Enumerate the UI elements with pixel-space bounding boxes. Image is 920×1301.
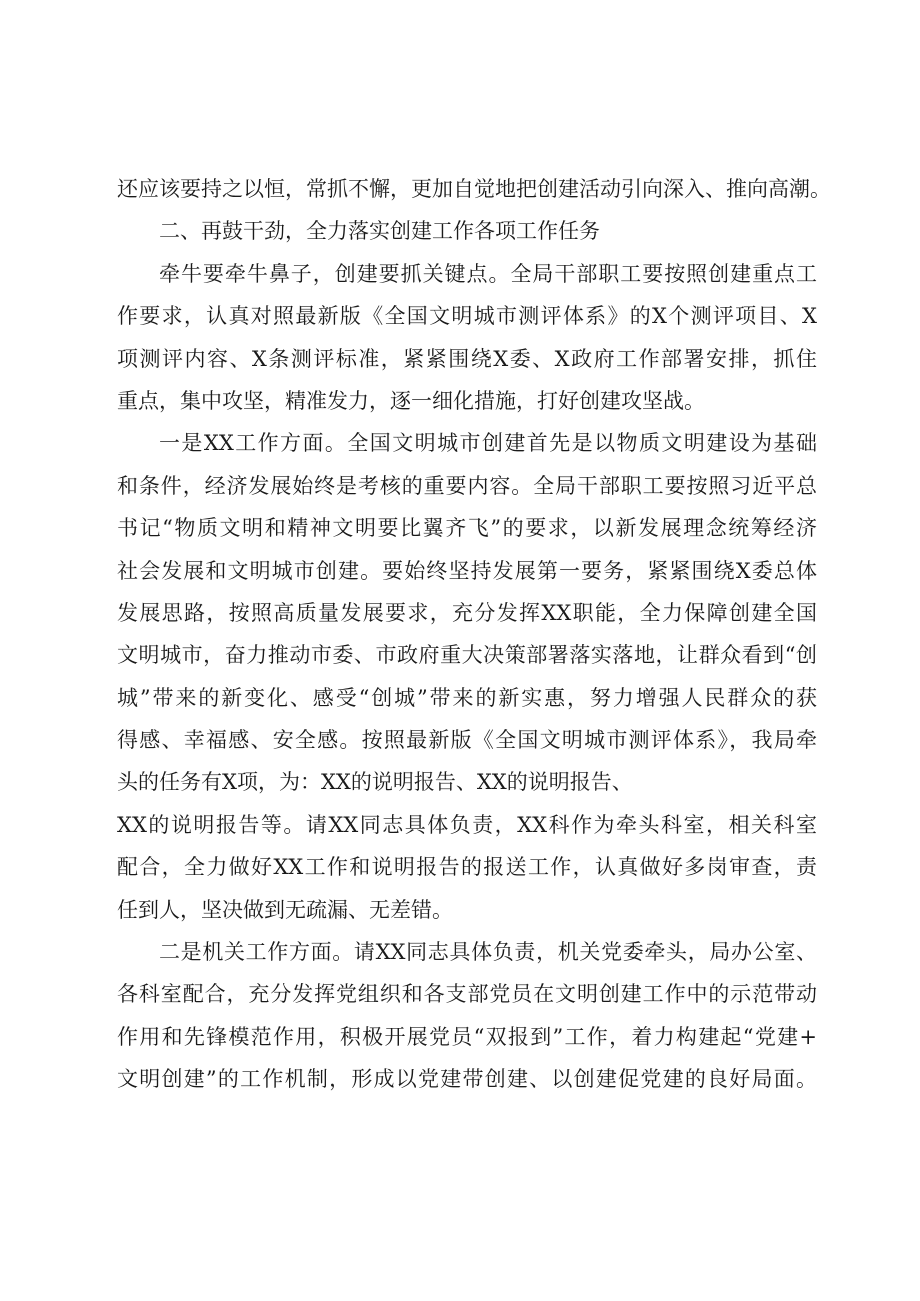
text-line: 文明城市，奋力推动市委、市政府重大决策部署落实落地，让群众看到“创 xyxy=(117,643,817,668)
text-line: 配合，全力做好XX工作和说明报告的报送工作，认真做好多岗审查，责 xyxy=(117,855,817,880)
text-line: 文明创建”的工作机制，形成以党建带创建、以创建促党建的良好局面。 xyxy=(117,1067,817,1092)
text-line: 一是XX工作方面。全国文明城市创建首先是以物质文明建设为基础 xyxy=(159,431,817,456)
text-line: 发展思路，按照高质量发展要求，充分发挥XX职能，全力保障创建全国 xyxy=(117,600,817,625)
text-line: 头的任务有X项，为：XX的说明报告、XX的说明报告、 xyxy=(117,770,633,795)
text-line: 和条件，经济发展始终是考核的重要内容。全局干部职工要按照习近平总 xyxy=(117,473,817,498)
text-line: 任到人，坚决做到无疏漏、无差错。 xyxy=(117,897,453,922)
text-line: 各科室配合，充分发挥党组织和各支部党员在文明创建工作中的示范带动 xyxy=(117,982,817,1007)
text-line: 牵牛要牵牛鼻子，创建要抓关键点。全局干部职工要按照创建重点工 xyxy=(159,261,817,286)
text-line: 重点，集中攻坚，精准发力，逐一细化措施，打好创建攻坚战。 xyxy=(117,388,705,413)
text-line: 还应该要持之以恒，常抓不懈，更加自觉地把创建活动引向深入、推向高潮。 xyxy=(117,177,831,201)
text-line: 二是机关工作方面。请XX同志具体负责，机关党委牵头，局办公室、 xyxy=(159,940,817,965)
text-line: 得感、幸福感、安全感。按照最新版《全国文明城市测评体系》，我局牵 xyxy=(117,728,817,753)
text-line: 作要求，认真对照最新版《全国文明城市测评体系》的X个测评项目、X xyxy=(117,304,817,329)
text-line: 项测评内容、X条测评标准，紧紧围绕X委、X政府工作部署安排，抓住 xyxy=(117,346,817,371)
section-heading: 二、再鼓干劲，全力落实创建工作各项工作任务 xyxy=(159,219,600,244)
text-line: 书记“物质文明和精神文明要比翼齐飞”的要求，以新发展理念统筹经济 xyxy=(117,516,817,541)
document-body xyxy=(117,168,831,1101)
text-line: XX的说明报告等。请XX同志具体负责，XX科作为牵头科室，相关科室 xyxy=(117,812,817,837)
text-line: 社会发展和文明城市创建。要始终坚持发展第一要务，紧紧围绕X委总体 xyxy=(117,558,817,583)
text-line: 城”带来的新变化、感受“创城”带来的新实惠，努力增强人民群众的获 xyxy=(117,685,817,710)
text-line: 作用和先锋模范作用，积极开展党员“双报到”工作，着力构建起“党建+ xyxy=(117,1024,817,1049)
